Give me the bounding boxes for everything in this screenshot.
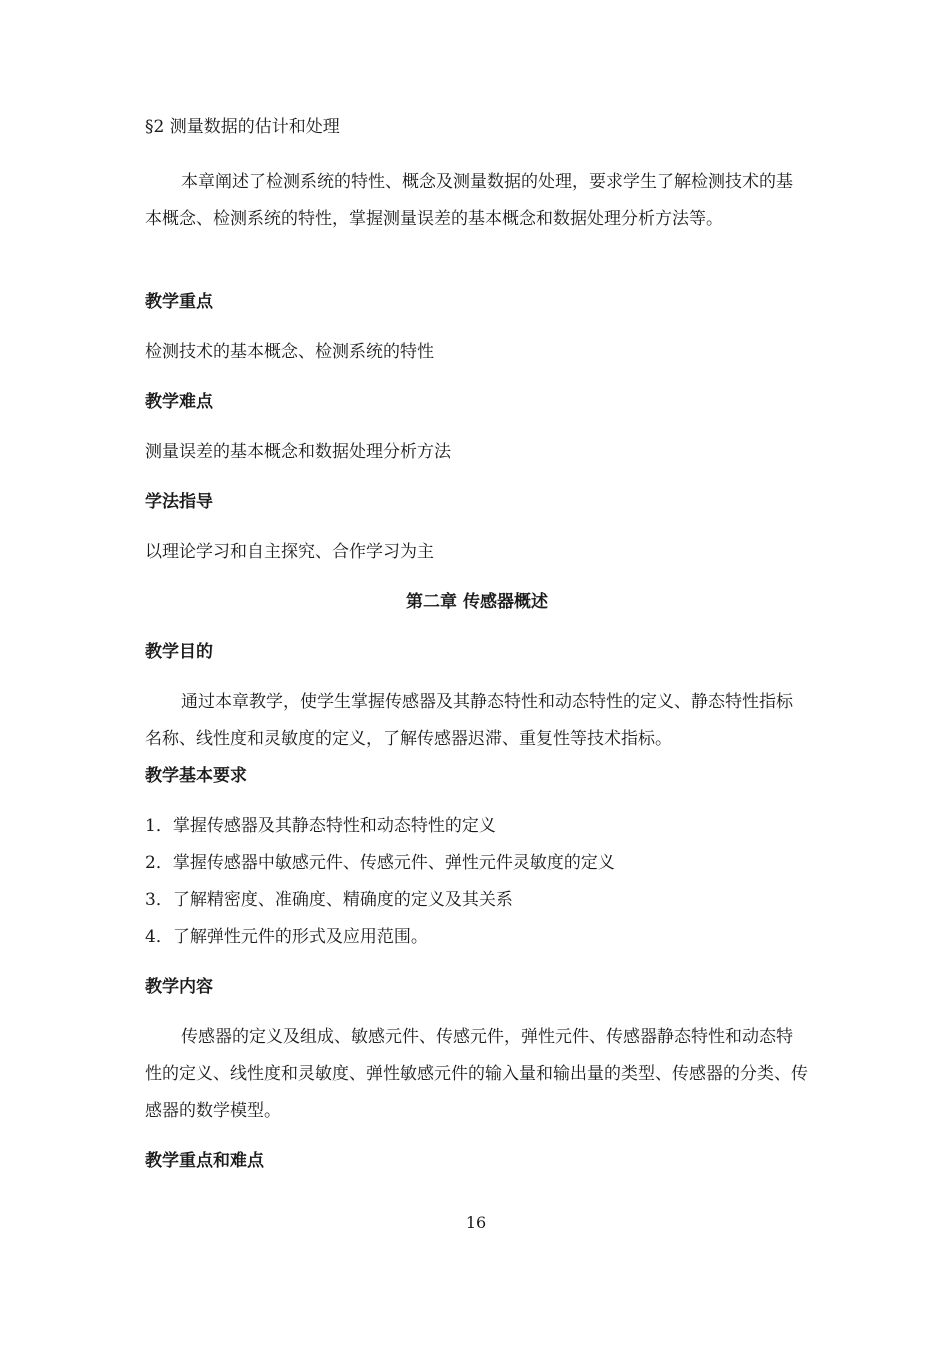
objective-heading: 教学目的 xyxy=(145,642,213,662)
difficulties-text: 测量误差的基本概念和数据处理分析方法 xyxy=(145,442,451,462)
key-points-text: 检测技术的基本概念、检测系统的特性 xyxy=(145,342,434,362)
page-number: 16 xyxy=(465,1213,487,1232)
section-heading: §2 测量数据的估计和处理 xyxy=(145,117,340,137)
requirements-heading: 教学基本要求 xyxy=(145,766,247,786)
key-points-heading: 教学重点 xyxy=(145,292,213,312)
study-method-text: 以理论学习和自主探究、合作学习为主 xyxy=(145,542,434,562)
list-item: 2．掌握传感器中敏感元件、传感元件、弹性元件灵敏度的定义 xyxy=(145,853,615,873)
list-item: 3．了解精密度、准确度、精确度的定义及其关系 xyxy=(145,890,513,910)
list-item: 4．了解弹性元件的形式及应用范围。 xyxy=(145,927,428,947)
key-diff-heading: 教学重点和难点 xyxy=(145,1151,264,1171)
requirements-list xyxy=(145,808,809,956)
intro-paragraph: 本章阐述了检测系统的特性、概念及测量数据的处理，要求学生了解检测技术的基本概念、检测系统的特性，掌握测量误差的基本概念和数据处理分析方法等。 xyxy=(145,172,793,229)
list-item: 1．掌握传感器及其静态特性和动态特性的定义 xyxy=(145,816,496,836)
objective-text: 通过本章教学，使学生掌握传感器及其静态特性和动态特性的定义、静态特性指标名称、线性度和灵敏度的定义，了解传感器迟滞、重复性等技术指标。 xyxy=(145,692,793,749)
content-heading: 教学内容 xyxy=(145,977,213,997)
study-method-heading: 学法指导 xyxy=(145,492,213,512)
difficulties-heading: 教学难点 xyxy=(145,392,213,412)
chapter-title: 第二章 传感器概述 xyxy=(406,592,548,612)
content-text: 传感器的定义及组成、敏感元件、传感元件，弹性元件、传感器静态特性和动态特性的定义、线性度和灵敏度、弹性敏感元件的输入量和输出量的类型、传感器的分类、传感器的数学模型。 xyxy=(145,1027,808,1121)
